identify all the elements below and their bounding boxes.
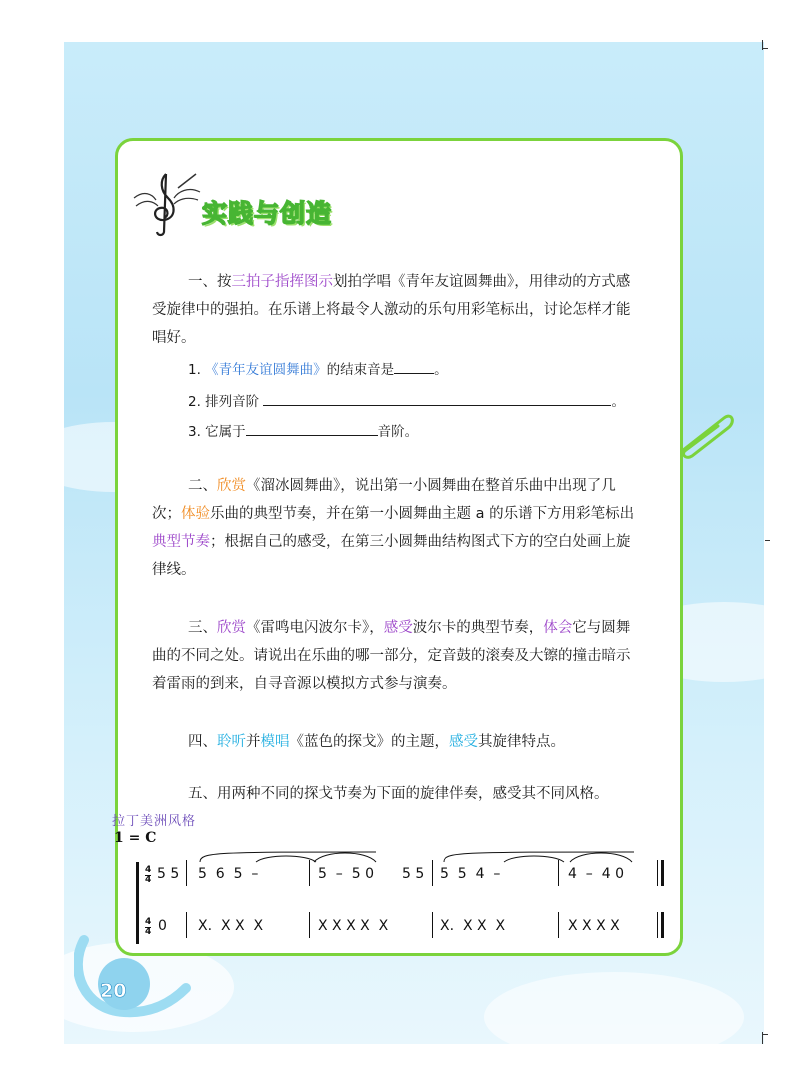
treble-clef-conductor-icon bbox=[130, 168, 202, 238]
keyword-experience: 体验 bbox=[181, 506, 210, 522]
melody-pickup: 5 5 bbox=[157, 866, 180, 882]
section-heading bbox=[130, 168, 390, 238]
keyword-feel: 感受 bbox=[383, 620, 413, 636]
p4-text: 其旋律特点。 bbox=[478, 734, 565, 750]
crop-mark bbox=[765, 540, 770, 541]
keyword-hum: 模唱 bbox=[260, 734, 290, 750]
melody-measure: 5 6 5 – bbox=[198, 866, 259, 882]
p2-text: 《溜冰圆舞曲》，说出第一小圆舞曲在整首乐曲中出现了几 bbox=[246, 478, 616, 494]
p2-text: 乐曲的典型节奏，并在第一小圆舞曲主题 a 的乐谱下方用彩笔标出 bbox=[210, 506, 635, 522]
keyword-appreciate: 欣赏 bbox=[217, 620, 246, 636]
q1-end: 。 bbox=[434, 362, 448, 378]
p3-text: 三、 bbox=[188, 620, 217, 636]
french-horn-icon bbox=[74, 930, 194, 1020]
p2-text: 二、 bbox=[188, 478, 217, 494]
paragraph-4 bbox=[152, 728, 652, 756]
rhythm-measure: X X X X bbox=[568, 918, 620, 934]
question-2 bbox=[188, 390, 625, 410]
q3-end: 音阶。 bbox=[377, 424, 419, 440]
keyword-understand: 体会 bbox=[543, 620, 573, 636]
keyword-typical-rhythm: 典型节奏 bbox=[152, 534, 210, 550]
melody-measure: 5 – 5 0 bbox=[318, 866, 374, 882]
barline bbox=[657, 912, 658, 938]
paragraph-2 bbox=[152, 472, 652, 584]
style-label: 拉丁美洲风格 bbox=[112, 814, 197, 829]
barline bbox=[309, 912, 310, 938]
p5-text: 五、用两种不同的探戈节奏为下面的旋律伴奏，感受其不同风格。 bbox=[188, 786, 609, 802]
p3-text: 波尔卡的典型节奏， bbox=[412, 620, 544, 636]
rhythm-measure: X X X X X bbox=[318, 918, 389, 934]
p4-text: 《蓝色的探戈》的主题， bbox=[289, 734, 449, 750]
q1-label: 1. bbox=[188, 362, 206, 378]
p1-text: 划拍学唱《青年友谊圆舞曲》，用律动的方式感 bbox=[333, 274, 631, 290]
question-3 bbox=[188, 420, 418, 440]
key-signature: 1 = C bbox=[114, 830, 157, 846]
keyword-listen: 聆听 bbox=[217, 734, 246, 750]
p3-text: 它与圆舞 bbox=[572, 620, 631, 636]
barline bbox=[432, 912, 433, 938]
q3-label: 3. 它属于 bbox=[188, 424, 246, 440]
rhythm-measure: X. X X X bbox=[440, 918, 506, 934]
crop-mark bbox=[762, 48, 768, 49]
keyword-appreciate: 欣赏 bbox=[217, 478, 246, 494]
p2-text: 次； bbox=[152, 506, 181, 522]
paragraph-5 bbox=[152, 780, 652, 808]
melody-measure: 5 5 4 – bbox=[440, 866, 501, 882]
cloud-decoration bbox=[484, 972, 744, 1044]
time-signature: 4 4 bbox=[145, 865, 152, 885]
answer-blank[interactable] bbox=[394, 361, 434, 374]
barline bbox=[186, 860, 187, 886]
paragraph-3 bbox=[152, 614, 652, 698]
answer-blank[interactable] bbox=[246, 423, 378, 436]
q1-song-title: 《青年友谊圆舞曲》 bbox=[205, 362, 327, 378]
p3-text: 《雷鸣电闪波尔卡》， bbox=[246, 620, 384, 636]
section-title: 实践与创造 bbox=[202, 199, 333, 228]
q2-label: 2. 排列音阶 bbox=[188, 394, 260, 410]
crop-mark bbox=[762, 1034, 768, 1035]
p2-text: 律线。 bbox=[152, 562, 196, 578]
rhythm-rest: 0 bbox=[158, 918, 167, 934]
melody-measure: 4 – 4 0 bbox=[568, 866, 624, 882]
q1-text: 的结束音是 bbox=[326, 362, 395, 378]
p4-text: 四、 bbox=[188, 734, 217, 750]
paragraph-1 bbox=[152, 268, 652, 352]
rhythm-measure: X. X X X bbox=[198, 918, 264, 934]
answer-blank[interactable] bbox=[263, 393, 611, 406]
p2-text: ；根据自己的感受，在第三小圆舞曲结构图式下方的空白处画上旋 bbox=[210, 534, 631, 550]
p1-text: 受旋律中的强拍。在乐谱上将最令人激动的乐句用彩笔标出，讨论怎样才能 bbox=[152, 302, 631, 318]
page-number: 20 bbox=[100, 980, 127, 1002]
p1-text: 唱好。 bbox=[152, 330, 196, 346]
q2-end: 。 bbox=[611, 394, 625, 410]
conducting-diagram-link[interactable]: 三拍子指挥图示 bbox=[231, 274, 333, 290]
keyword-feel: 感受 bbox=[449, 734, 478, 750]
melody-measure: 5 5 bbox=[402, 866, 425, 882]
p3-text: 着雷雨的到来，自寻音源以模拟方式参与演奏。 bbox=[152, 676, 457, 692]
p3-text: 曲的不同之处。请说出在乐曲的哪一部分，定音鼓的滚奏及大镲的撞击暗示 bbox=[152, 648, 631, 664]
p4-text: 并 bbox=[246, 734, 261, 750]
question-1 bbox=[188, 358, 448, 378]
time-signature: 4 4 bbox=[145, 917, 152, 937]
p1-text: 一、按 bbox=[188, 274, 232, 290]
slur-marks bbox=[196, 848, 666, 868]
final-barline bbox=[661, 912, 664, 938]
barline bbox=[558, 912, 559, 938]
